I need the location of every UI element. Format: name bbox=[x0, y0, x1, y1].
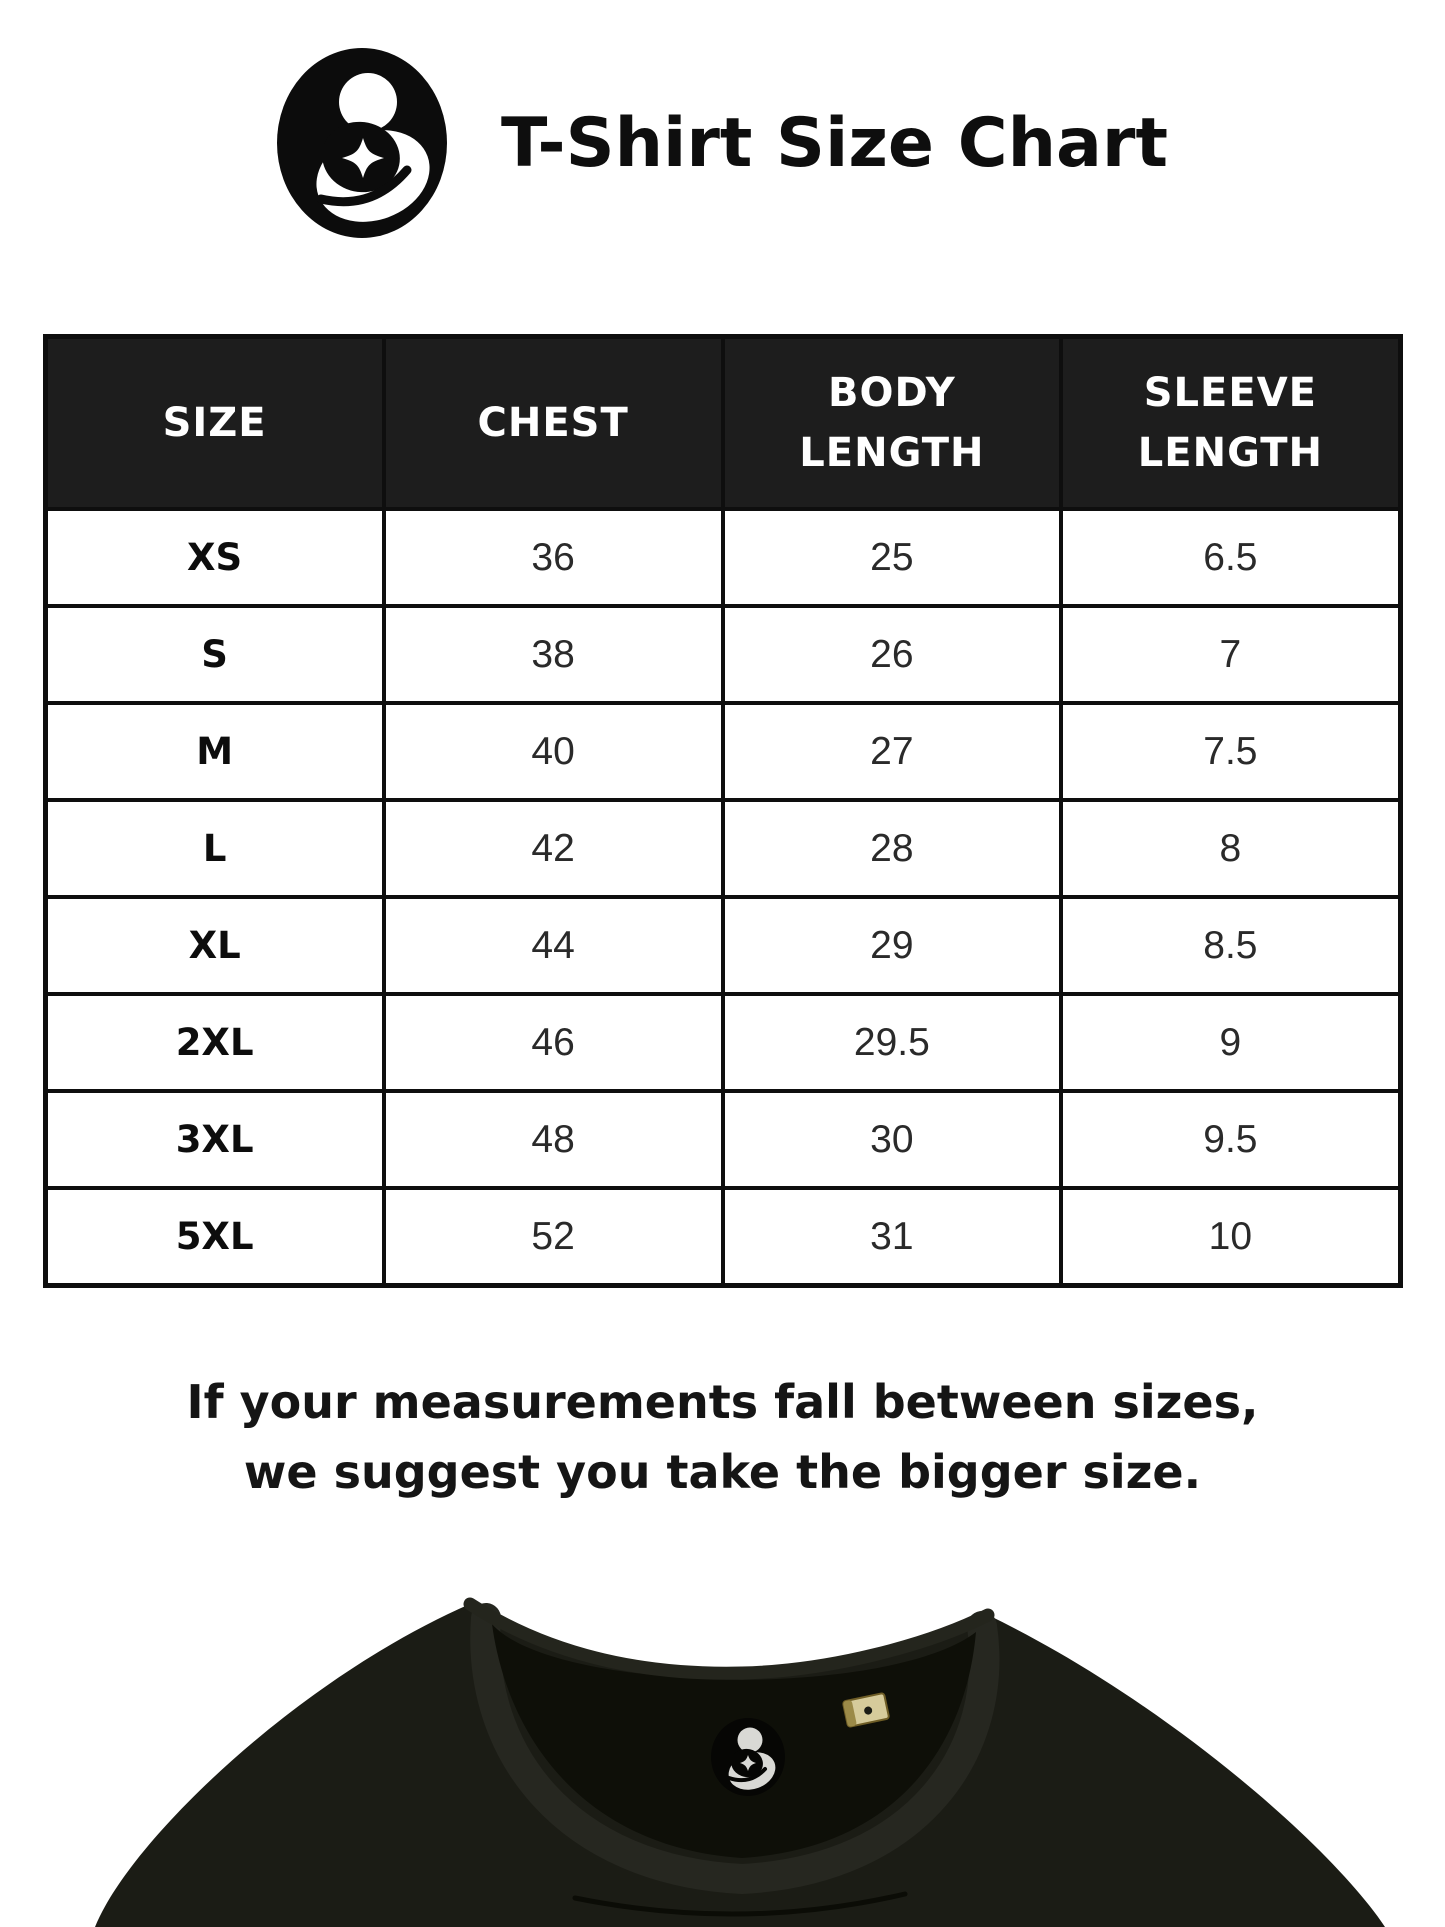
cell-size: S bbox=[45, 606, 384, 703]
column-header-size: SIZE bbox=[45, 337, 384, 510]
cell-chest: 38 bbox=[384, 606, 723, 703]
size-chart-header bbox=[45, 337, 1400, 510]
table-row-l bbox=[45, 800, 1400, 897]
cell-size: 3XL bbox=[45, 1091, 384, 1188]
size-chart-table bbox=[43, 334, 1403, 1288]
cell-size: XL bbox=[45, 897, 384, 994]
sizing-note bbox=[0, 1368, 1445, 1508]
cell-chest: 36 bbox=[384, 509, 723, 606]
cell-chest: 40 bbox=[384, 703, 723, 800]
brand-header bbox=[0, 0, 1445, 238]
cell-size: 2XL bbox=[45, 994, 384, 1091]
cell-sleeve-length: 7 bbox=[1061, 606, 1400, 703]
shirt-label-logo-icon bbox=[711, 1718, 785, 1796]
cell-sleeve-length: 8 bbox=[1061, 800, 1400, 897]
cell-sleeve-length: 6.5 bbox=[1061, 509, 1400, 606]
table-row-2xl bbox=[45, 994, 1400, 1091]
cell-body-length: 27 bbox=[723, 703, 1062, 800]
cell-size: M bbox=[45, 703, 384, 800]
sizing-note-line1: If your measurements fall between sizes, bbox=[186, 1375, 1259, 1429]
table-row-5xl bbox=[45, 1188, 1400, 1286]
cell-body-length: 30 bbox=[723, 1091, 1062, 1188]
cell-chest: 52 bbox=[384, 1188, 723, 1286]
table-row-xl bbox=[45, 897, 1400, 994]
cell-sleeve-length: 9 bbox=[1061, 994, 1400, 1091]
sizing-note-line2: we suggest you take the bigger size. bbox=[243, 1444, 1202, 1499]
table-row-m bbox=[45, 703, 1400, 800]
cell-size: L bbox=[45, 800, 384, 897]
cell-sleeve-length: 10 bbox=[1061, 1188, 1400, 1286]
cell-body-length: 31 bbox=[723, 1188, 1062, 1286]
size-chart-body bbox=[45, 509, 1400, 1286]
table-row-xs bbox=[45, 509, 1400, 606]
cell-chest: 46 bbox=[384, 994, 723, 1091]
cell-body-length: 25 bbox=[723, 509, 1062, 606]
cell-chest: 42 bbox=[384, 800, 723, 897]
cell-size: XS bbox=[45, 509, 384, 606]
cell-chest: 44 bbox=[384, 897, 723, 994]
cell-body-length: 29.5 bbox=[723, 994, 1062, 1091]
cell-chest: 48 bbox=[384, 1091, 723, 1188]
cell-sleeve-length: 7.5 bbox=[1061, 703, 1400, 800]
column-header-sleeve-length: SLEEVE LENGTH bbox=[1061, 337, 1400, 510]
cell-body-length: 28 bbox=[723, 800, 1062, 897]
cell-body-length: 26 bbox=[723, 606, 1062, 703]
table-row-3xl bbox=[45, 1091, 1400, 1188]
cell-size: 5XL bbox=[45, 1188, 384, 1286]
cell-sleeve-length: 8.5 bbox=[1061, 897, 1400, 994]
column-header-chest: CHEST bbox=[384, 337, 723, 510]
header-row bbox=[45, 337, 1400, 510]
page-title: T-Shirt Size Chart bbox=[501, 103, 1168, 183]
cell-body-length: 29 bbox=[723, 897, 1062, 994]
column-header-body-length: BODY LENGTH bbox=[723, 337, 1062, 510]
cell-sleeve-length: 9.5 bbox=[1061, 1091, 1400, 1188]
brand-logo-icon bbox=[277, 48, 447, 238]
tshirt-photo bbox=[0, 1582, 1445, 1927]
table-row-s bbox=[45, 606, 1400, 703]
